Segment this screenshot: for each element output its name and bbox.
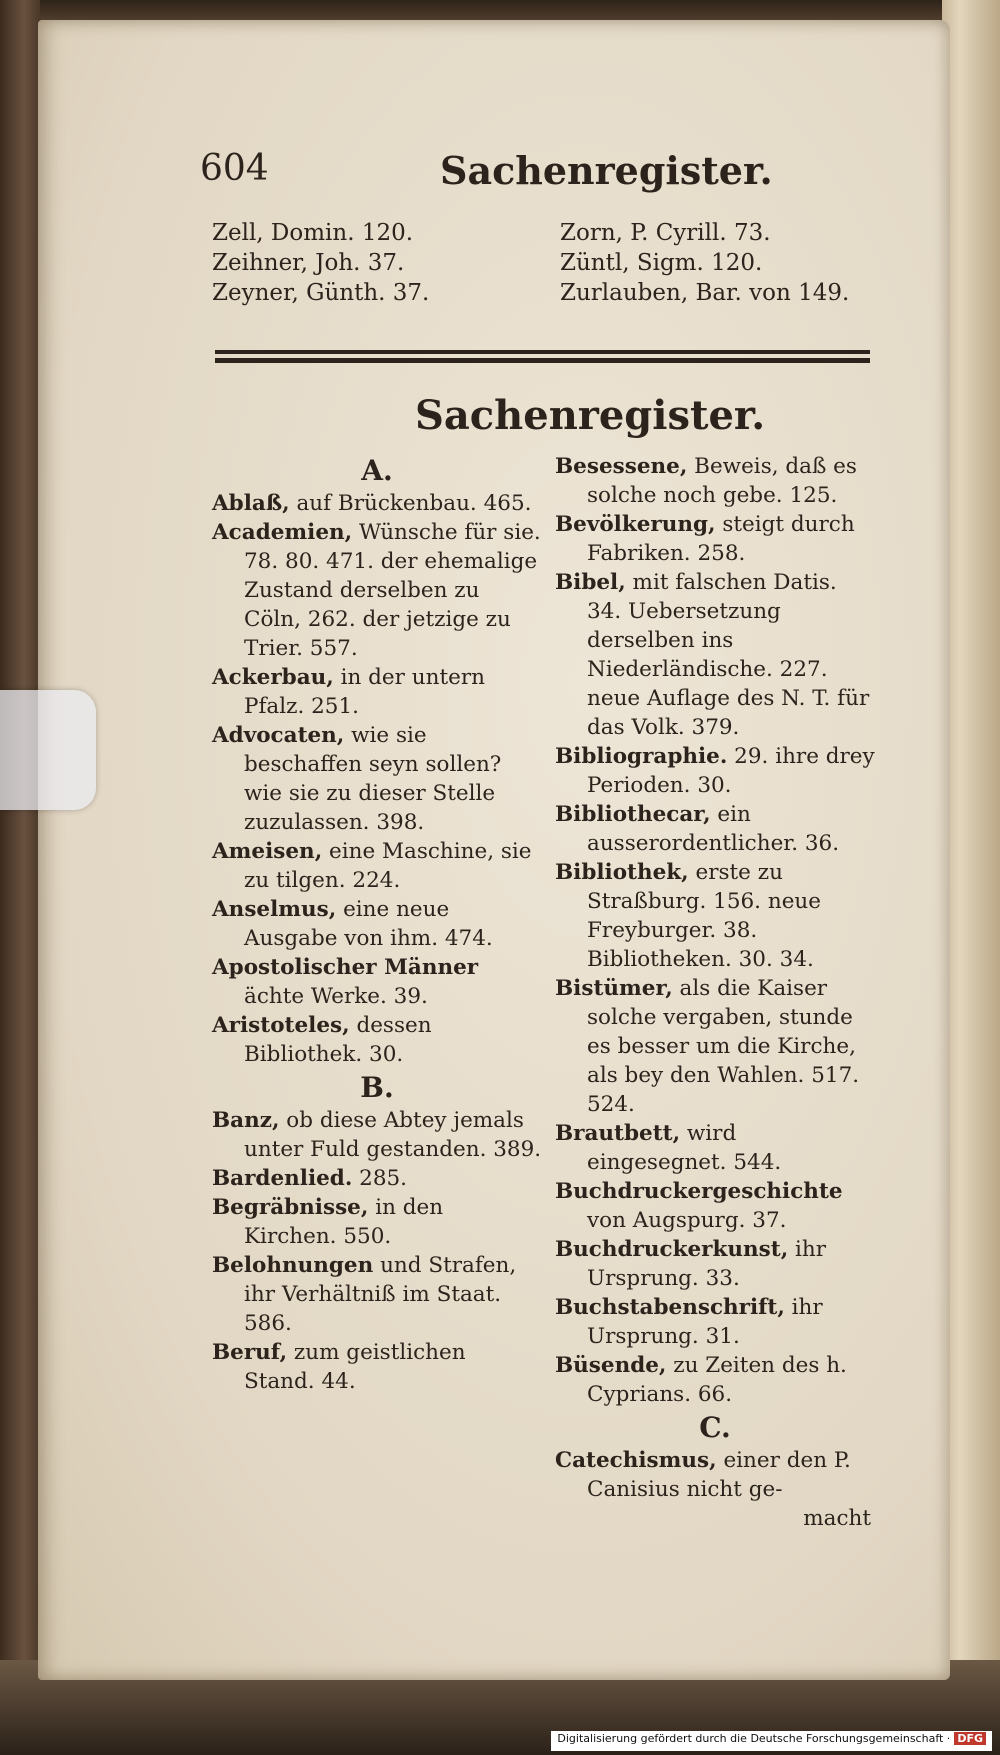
index-entry — [212, 518, 542, 663]
index-entry — [555, 452, 875, 510]
index-entry-references: eine neue Ausgabe von ihm. 474. — [244, 897, 493, 951]
index-entry-references: eine Maschine, sie zu tilgen. 224. — [244, 839, 532, 893]
index-entry-term: Belohnungen — [212, 1253, 374, 1278]
index-entry-term: Advocaten, — [212, 723, 345, 748]
index-entry — [212, 1251, 542, 1338]
index-letter-heading: A. — [361, 454, 393, 487]
page-number: 604 — [200, 148, 269, 189]
section-rule — [215, 350, 870, 364]
index-entry-references: erste zu Straßburg. 156. neue Freyburger. 38. Bibliotheken. 30. 34. — [587, 860, 821, 972]
index-entry-references: dessen Bibliothek. 30. — [244, 1013, 432, 1067]
index-entry — [212, 1106, 542, 1164]
index-entry-term: Ablaß, — [212, 491, 290, 516]
index-entry-term: Bardenlied. — [212, 1166, 353, 1191]
index-entry — [555, 1119, 875, 1177]
index-entry-term: Bibliographie. — [555, 744, 728, 769]
index-entry-term: Bistümer, — [555, 976, 673, 1001]
index-entry — [555, 1177, 875, 1235]
digitization-credit — [551, 1731, 992, 1751]
index-entry-references: ächte Werke. 39. — [244, 984, 428, 1009]
index-entry-term: Ackerbau, — [212, 665, 334, 690]
page-header — [200, 148, 860, 208]
index-entry-references: als die Kaiser solche vergaben, stunde es besser um die Kirche, als bey den Wahlen. 517. 524. — [587, 976, 860, 1117]
index-entry-references: einer den P. Canisius nicht ge- — [587, 1448, 851, 1502]
name-index-entry: Zurlauben, Bar. von 149. — [560, 280, 850, 306]
index-entry — [555, 510, 875, 568]
index-entry-term: Bevölkerung, — [555, 512, 716, 537]
index-entry — [555, 974, 875, 1119]
index-entry — [555, 742, 875, 800]
book-binding — [0, 0, 40, 1755]
index-entry-term: Ameisen, — [212, 839, 323, 864]
index-entry-references: auf Brückenbau. 465. — [289, 491, 532, 516]
index-entry-references: in der untern Pfalz. 251. — [244, 665, 485, 719]
index-entry-term: Catechismus, — [555, 1448, 717, 1473]
index-entry-references: zu Zeiten des h. Cyprians. 66. — [587, 1353, 847, 1407]
index-entry-term: Begräbnisse, — [212, 1195, 369, 1220]
index-entry — [212, 721, 542, 837]
index-entry — [212, 953, 542, 1011]
dfg-logo: DFG — [954, 1732, 986, 1745]
name-index-right — [560, 218, 849, 308]
index-entry-term: Besessene, — [555, 454, 688, 479]
name-index-entry: Zell, Domin. 120. — [212, 220, 414, 246]
index-entry — [555, 858, 875, 974]
index-entry — [555, 568, 875, 742]
running-title: Sachenregister. — [440, 148, 773, 193]
index-entry-references: 285. — [352, 1166, 408, 1191]
index-entry-term: Beruf, — [212, 1340, 288, 1365]
index-entry-term: Brautbett, — [555, 1121, 681, 1146]
index-entry-term: Aristoteles, — [212, 1013, 350, 1038]
name-index-left — [212, 218, 429, 308]
name-index-entry: Zorn, P. Cyrill. 73. — [560, 220, 771, 246]
credit-text: Digitalisierung gefördert durch die Deutsche Forschungsgemeinschaft · — [557, 1732, 951, 1745]
index-entry-references: ihr Ursprung. 31. — [587, 1295, 823, 1349]
index-entry-references: ihr Ursprung. 33. — [587, 1237, 827, 1291]
index-entry-references: steigt durch Fabriken. 258. — [587, 512, 855, 566]
index-entry-references: und Strafen, ihr Verhältniß im Staat. 586. — [244, 1253, 517, 1336]
index-entry — [555, 1293, 875, 1351]
index-entry-references: wie sie beschaffen seyn sollen? wie sie zu dieser Stelle zuzulassen. 398. — [244, 723, 502, 835]
index-entry-term: Apostolischer Männer — [212, 955, 479, 980]
index-entry-term: Bibliothecar, — [555, 802, 711, 827]
index-entry-references: Wünsche für sie. 78. 80. 471. der ehemalige Zustand derselben zu Cöln, 262. der jetzige zu Trier. 557. — [244, 520, 541, 661]
index-entry — [212, 1164, 542, 1193]
name-index-entry: Züntl, Sigm. 120. — [560, 250, 763, 276]
catchword: macht — [803, 1506, 871, 1531]
index-entry-references: wird eingesegnet. 544. — [587, 1121, 782, 1175]
index-letter-heading: C. — [699, 1411, 731, 1444]
index-entry-term: Buchstabenschrift, — [555, 1295, 785, 1320]
index-entry — [555, 1351, 875, 1409]
index-entry-references: ob diese Abtey jemals unter Fuld gestanden. 389. — [244, 1108, 542, 1162]
index-entry — [212, 489, 542, 518]
name-index-entry: Zeyner, Günth. 37. — [212, 280, 430, 306]
index-entry — [212, 1011, 542, 1069]
index-letter-heading: B. — [360, 1071, 394, 1104]
index-entry — [212, 1338, 542, 1396]
index-entry-references: in den Kirchen. 550. — [244, 1195, 444, 1249]
index-entry-term: Bibliothek, — [555, 860, 689, 885]
index-entry — [555, 1446, 875, 1504]
index-entry-term: Büsende, — [555, 1353, 667, 1378]
index-entry-term: Academien, — [212, 520, 353, 545]
index-entry-references: von Augspurg. 37. — [587, 1208, 787, 1233]
index-entry — [212, 1193, 542, 1251]
index-column-right — [555, 452, 875, 1533]
index-entry-references: Beweis, daß es solche noch gebe. 125. — [587, 454, 857, 508]
index-entry-term: Banz, — [212, 1108, 280, 1133]
index-entry-term: Bibel, — [555, 570, 626, 595]
section-title: Sachenregister. — [415, 392, 766, 439]
book-fore-edge — [942, 0, 1000, 1755]
index-entry — [212, 895, 542, 953]
index-entry — [212, 663, 542, 721]
name-index-entry: Zeihner, Joh. 37. — [212, 250, 405, 276]
index-entry-term: Buchdruckerkunst, — [555, 1237, 789, 1262]
index-entry-references: ein ausserordentlicher. 36. — [587, 802, 840, 856]
index-entry-references: 29. ihre drey Perioden. 30. — [587, 744, 875, 798]
index-entry — [212, 837, 542, 895]
index-entry-references: zum geistlichen Stand. 44. — [244, 1340, 466, 1394]
index-entry-term: Anselmus, — [212, 897, 337, 922]
index-column-left — [212, 452, 542, 1396]
page-clip — [0, 690, 96, 810]
index-entry-term: Buchdruckergeschichte — [555, 1179, 843, 1204]
index-entry-references: mit falschen Datis. 34. Uebersetzung derselben ins Niederländische. 227. neue Auflage des N. T. für das Volk. 379. — [587, 570, 870, 740]
index-entry — [555, 1235, 875, 1293]
index-entry — [555, 800, 875, 858]
